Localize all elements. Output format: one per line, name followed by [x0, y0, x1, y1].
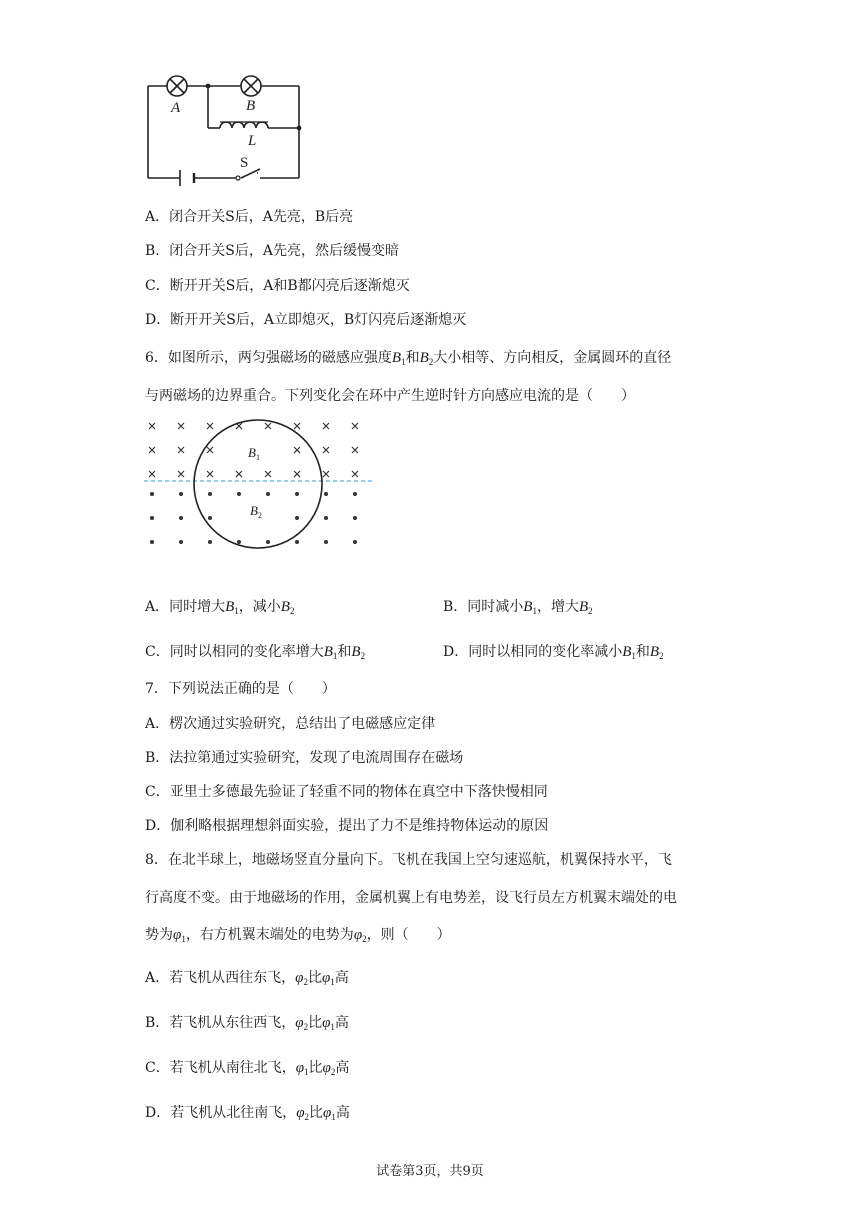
cross-mark — [178, 471, 184, 477]
option-text: 和 — [337, 644, 352, 660]
q7-stem-text: 下列说法正确的是（ ） — [167, 681, 336, 697]
q5-option-c[interactable] — [145, 276, 410, 296]
phi-symbol: $\varphi_2$ — [296, 1105, 310, 1122]
field-b1-label: $B_1$ — [248, 445, 260, 462]
phi-symbol: $\varphi_2$ — [295, 970, 308, 987]
option-label: D． — [145, 312, 171, 328]
option-text: 比 — [307, 970, 322, 986]
option-text: 比 — [308, 1060, 323, 1076]
dot-mark — [295, 492, 299, 496]
phi-symbol: $\varphi_2$ — [295, 1015, 309, 1032]
lamp-b-label: B — [246, 98, 256, 114]
b2-symbol: $B_2$ — [578, 599, 593, 616]
dot-mark — [208, 516, 212, 520]
option-text: 断开开关S后，A和B都闪亮后逐渐熄灭 — [169, 278, 410, 294]
option-text: 高 — [334, 970, 349, 986]
option-label: A． — [145, 209, 170, 225]
option-text: 同时减小 — [467, 599, 524, 615]
dot-mark — [179, 540, 183, 544]
q8-option-a[interactable] — [145, 968, 349, 992]
cross-mark — [265, 471, 271, 477]
cross-mark — [294, 423, 300, 429]
q6-stem-line1 — [145, 348, 671, 372]
phi-symbol: $\varphi_1$ — [295, 1060, 309, 1077]
cross-mark — [207, 423, 213, 429]
q7-option-d[interactable] — [145, 816, 548, 836]
dot-mark — [295, 516, 299, 520]
q8-stem-text: 在北半球上，地磁场竖直分量向下。飞机在我国上空匀速巡航，机翼保持水平，飞 — [167, 852, 672, 868]
cross-mark — [265, 423, 271, 429]
b1-symbol: $B_1$ — [225, 599, 239, 616]
option-text: 若飞机从南往北飞， — [169, 1060, 296, 1076]
question-number: 8． — [145, 852, 168, 868]
option-text: 同时以相同的变化率增大 — [169, 644, 324, 660]
phi-symbol: $\varphi_1$ — [322, 1015, 335, 1032]
b2-symbol: $B_2$ — [280, 599, 295, 616]
q7-stem — [145, 679, 336, 699]
dot-mark — [150, 492, 154, 496]
cross-mark — [149, 471, 155, 477]
phi1-symbol: $\varphi_1$ — [173, 927, 186, 944]
inductor-label: L — [248, 133, 257, 149]
cross-mark — [323, 423, 329, 429]
option-text: ，增大 — [536, 599, 579, 615]
dot-mark — [237, 492, 241, 496]
option-text: 楞次通过实验研究，总结出了电磁感应定律 — [169, 716, 436, 732]
dot-mark — [179, 492, 183, 496]
option-label: D． — [145, 818, 171, 834]
lamp-a-label: A — [171, 100, 181, 116]
page-footer: 试卷第3页，共9页 — [376, 1164, 484, 1179]
dot-mark — [353, 540, 357, 544]
option-text: 闭合开关S后，A先亮，然后缓慢变暗 — [169, 243, 399, 259]
question-number: 6． — [145, 350, 168, 366]
option-text: 法拉第通过实验研究，发现了电流周围存在磁场 — [169, 750, 464, 766]
b2-symbol: $B_2$ — [419, 350, 434, 367]
option-text: ，减小 — [238, 599, 281, 615]
dot-mark — [150, 516, 154, 520]
q8-stem-line3 — [145, 925, 451, 949]
switch-label: S — [240, 155, 249, 171]
option-label: C． — [145, 784, 170, 800]
option-label: C． — [145, 278, 170, 294]
cross-mark — [294, 447, 300, 453]
q6-stem-text: 如图所示，两匀强磁场的磁感应强度 — [167, 350, 392, 366]
q6-option-a[interactable] — [145, 597, 294, 621]
q6-and: 和 — [405, 350, 420, 366]
phi-symbol: $\varphi_1$ — [323, 1105, 336, 1122]
q5-option-b[interactable] — [145, 241, 399, 261]
q6-stem-text: 大小相等、方向相反，金属圆环的直径 — [433, 350, 672, 366]
phi2-symbol: $\varphi_2$ — [353, 927, 367, 944]
option-label: D． — [145, 1105, 171, 1121]
dot-mark — [353, 516, 357, 520]
cross-mark — [207, 471, 213, 477]
option-text: 高 — [335, 1105, 350, 1121]
q7-option-a[interactable] — [145, 714, 435, 734]
option-text: 若飞机从东往西飞， — [169, 1015, 296, 1031]
b1-symbol: $B_1$ — [391, 350, 406, 367]
magnetic-field-diagram — [140, 412, 380, 552]
field-b2-label: $B_2$ — [250, 503, 262, 520]
option-label: B． — [145, 750, 170, 766]
option-label: A． — [145, 599, 170, 615]
option-label: B． — [443, 599, 468, 615]
q6-option-d[interactable] — [443, 642, 664, 666]
option-label: B． — [145, 1015, 170, 1031]
b1-symbol: $B_1$ — [323, 644, 338, 661]
phi-symbol: $\varphi_2$ — [322, 1060, 336, 1077]
dot-mark — [208, 492, 212, 496]
cross-mark — [178, 423, 184, 429]
cross-mark — [352, 447, 358, 453]
option-text: 高 — [335, 1060, 350, 1076]
dot-mark — [208, 540, 212, 544]
option-label: B． — [145, 243, 170, 259]
q5-option-d[interactable] — [145, 310, 466, 330]
q8-option-c[interactable] — [145, 1058, 349, 1082]
q8-stem-text: ，则（ ） — [366, 927, 451, 943]
cross-mark — [207, 447, 213, 453]
option-text: 同时以相同的变化率减小 — [468, 644, 623, 660]
q7-option-b[interactable] — [145, 748, 463, 768]
dot-mark — [179, 516, 183, 520]
dot-mark — [266, 540, 270, 544]
option-label: D． — [443, 644, 469, 660]
option-text: 闭合开关S后，A先亮，B后亮 — [169, 209, 354, 225]
circuit-diagram — [140, 70, 310, 188]
option-label: C． — [145, 1060, 170, 1076]
q8-stem-text: ，右方机翼末端处的电势为 — [185, 927, 354, 943]
cross-mark — [323, 471, 329, 477]
cross-mark — [323, 447, 329, 453]
option-text: 和 — [635, 644, 650, 660]
dot-mark — [295, 540, 299, 544]
q7-option-c[interactable] — [145, 782, 548, 802]
option-label: A． — [145, 970, 170, 986]
b1-symbol: $B_1$ — [622, 644, 636, 661]
option-text: 比 — [308, 1015, 323, 1031]
dot-mark — [237, 540, 241, 544]
cross-mark — [352, 423, 358, 429]
b2-symbol: $B_2$ — [649, 644, 664, 661]
option-text: 同时增大 — [169, 599, 226, 615]
option-text: 高 — [334, 1015, 349, 1031]
q8-stem-line1 — [145, 850, 672, 870]
option-text: 若飞机从西往东飞， — [169, 970, 296, 986]
option-label: C． — [145, 644, 170, 660]
field-marks — [149, 423, 358, 544]
dot-mark — [324, 516, 328, 520]
q6-option-b[interactable] — [443, 597, 593, 621]
b2-symbol: $B_2$ — [351, 644, 366, 661]
q8-stem-text: 势为 — [145, 927, 173, 943]
q8-stem-line2: 行高度不变。由于地磁场的作用，金属机翼上有电势差，设飞行员左方机翼末端处的电 — [145, 890, 677, 906]
cross-mark — [352, 471, 358, 477]
q6-option-c[interactable] — [145, 642, 365, 666]
metal-ring — [194, 420, 322, 548]
q8-option-d[interactable] — [145, 1103, 350, 1127]
q8-option-b[interactable] — [145, 1013, 349, 1037]
q5-option-a[interactable] — [145, 207, 353, 227]
question-number: 7． — [145, 681, 168, 697]
cross-mark — [294, 471, 300, 477]
dot-mark — [353, 492, 357, 496]
cross-mark — [149, 447, 155, 453]
cross-mark — [149, 423, 155, 429]
dot-mark — [324, 540, 328, 544]
option-text: 比 — [309, 1105, 324, 1121]
b1-symbol: $B_1$ — [523, 599, 537, 616]
dot-mark — [324, 492, 328, 496]
option-text: 亚里士多德最先验证了轻重不同的物体在真空中下落快慢相同 — [169, 784, 548, 800]
option-text: 伽利略根据理想斜面实验，提出了力不是维持物体运动的原因 — [170, 818, 549, 834]
option-text: 断开开关S后，A立即熄灭，B灯闪亮后逐渐熄灭 — [170, 312, 467, 328]
phi-symbol: $\varphi_1$ — [321, 970, 335, 987]
dot-mark — [150, 540, 154, 544]
option-label: A． — [145, 716, 170, 732]
cross-mark — [236, 471, 242, 477]
q6-stem-line2: 与两磁场的边界重合。下列变化会在环中产生逆时针方向感应电流的是（ ） — [145, 388, 635, 404]
cross-mark — [178, 447, 184, 453]
option-text: 若飞机从北往南飞， — [170, 1105, 297, 1121]
dot-mark — [266, 492, 270, 496]
